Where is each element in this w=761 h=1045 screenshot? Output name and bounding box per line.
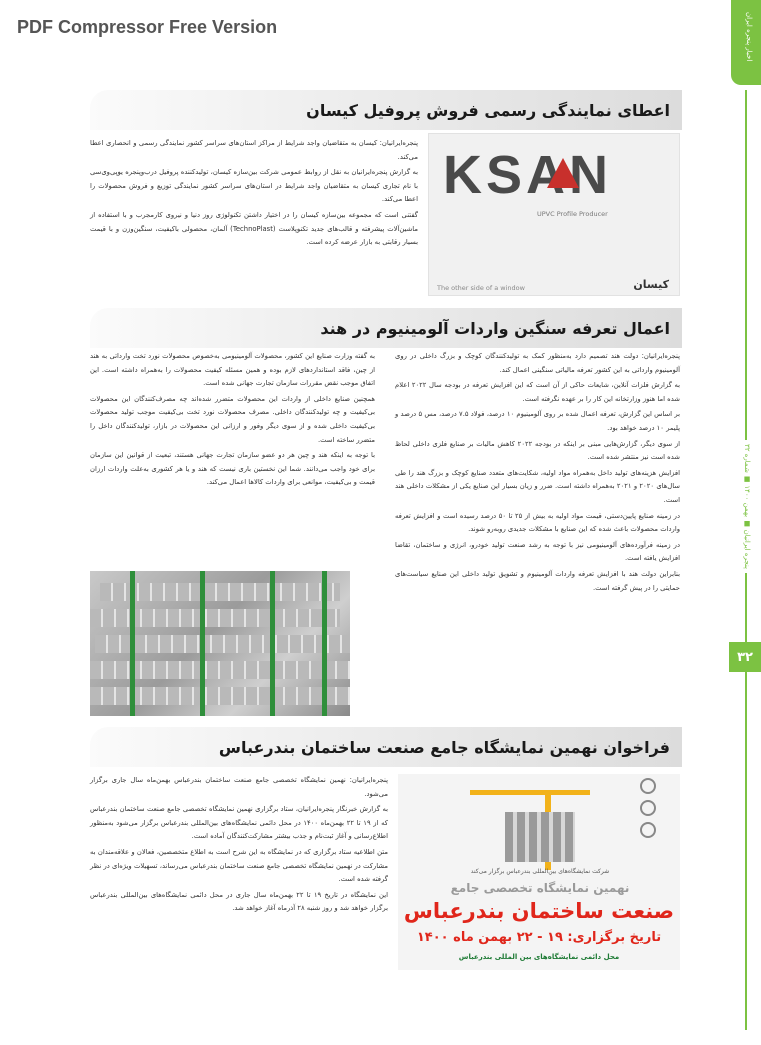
paragraph: متن اطلاعیه ستاد برگزاری که در نمایشگاه به این شرح است به اطلاع متخصصین، فعالان و علاقه‌مندان به مشارکت در نهمین نمایشگاه تخصصی جامع صنعت ساختمان بندرعباس می‌رساند، تسهیلات ویژه‌ای در نظر گرفته شده است. [90,847,388,884]
paragraph: با توجه به اینکه هند و چین هر دو عضو سازمان تجارت جهانی هستند، تبعیت از قوانین این سازمان برای خود واجب می‌دانند. شما این نخستین باری نیست که هند و یا هر کشوری به‌علت واردات ارزان قیمت و بی‌کیفیت، موانعی برای واردات کالاها اعمال می‌کند. [90,451,375,487]
paragraph: پنجره‌ایرانیان: نهمین نمایشگاه تخصصی جامع صنعت ساختمان بندرعباس بهمن‌ماه سال جاری برگزار می‌شود. [90,776,388,798]
section-tab [731,0,761,85]
logo-subtitle: UPVC Profile Producer [537,210,608,218]
article-column-left [90,350,375,492]
poster-subtitle: نهمین نمایشگاه تخصصی جامع [450,881,630,895]
organizer-logo [640,800,656,816]
paragraph: از سوی دیگر، گزارش‌هایی مبنی بر اینکه در بودجه ۲۰۲۲ کاهش مالیات بر صنایع فلزی داخلی لحاظ شده است نیز منتشر شده است. [395,439,680,462]
poster-venue: محل دائمی نمایشگاه‌های بین المللی بندرعباس [458,953,620,961]
article-header [90,308,682,348]
article-title: فراخوان نهمین نمایشگاه جامع صنعت ساختمان بندرعباس [218,737,670,757]
paragraph: پنجره‌ایرانیان: دولت هند تصمیم دارد به‌منظور کمک به تولیدکنندگان کوچک و بزرگ داخلی در روی آلومینیوم وارداتی به این کشور تعرفه مالیاتی سنگینی اعمال کند. [395,352,680,374]
paragraph: بنابراین دولت هند با افزایش تعرفه واردات آلومینیوم و تشویق تولید داخلی این صنایع سیاست‌های حمایتی را در پیش گرفته است. [395,569,680,592]
article-body [90,774,388,918]
poster-date: تاریخ برگزاری: ۱۹ - ۲۲ بهمن ماه ۱۴۰۰ [416,930,662,945]
article-header [90,90,682,130]
issue-info: پنجره ایرانیان ■ بهمن ۱۴۰۰ ■ شماره ۳۲ [743,440,751,573]
article-body [90,137,418,252]
article-column-right [395,350,680,597]
paragraph: گفتنی است که مجموعه بین‌سازه کیسان را در اختیار داشتن تکنولوژی روز دنیا و نیروی کارمجرب و با استفاده از ماشین‌آلات پیشرفته و قالب‌های جدید تکنوپلاست (TechnoPlast) آلمان، محصولی باکیفیت، سنگین‌وزن و با قیمت بسیار رقابتی به بازار عرضه کرده است. [90,210,418,247]
section-tab-label: اخبار پنجره ایران [745,12,753,62]
poster-title: صنعت ساختمان بندرعباس [403,899,675,923]
paragraph: این نمایشگاه در تاریخ ۱۹ تا ۲۲ بهمن‌ماه سال جاری در محل دائمی نمایشگاه‌های بین‌المللی بندرعباس برگزار خواهد شد و روز شنبه ۲۸ آذرماه آغاز خواهد شد. [90,890,388,913]
crane-icon [470,790,590,795]
watermark: PDF Compressor Free Version [17,17,278,37]
article-header [90,727,682,767]
paragraph: در زمینه فرآورده‌های آلومینیومی نیز با توجه به رشد صنعت تولید خودرو، انرژی و ساختمان، تقاضا افزایش یافته است. [395,540,680,563]
article-title: اعمال تعرفه سنگین واردات آلومینیوم در هند [320,318,670,338]
aluminium-ingots-photo [90,571,350,716]
article-title: اعطای نمایندگی رسمی فروش پروفیل کیسان [306,100,670,120]
organizer-logo [640,778,656,794]
paragraph: همچنین صنایع داخلی از واردات این محصولات متضرر شده‌اند چه مصرف‌کنندگان این محصولات بی‌کیفیت و چه تولیدکنندگان داخلی. مصرف محصولات نورد تخت بی‌کیفیت موجب تولید محصولات بی‌کیفیت داخلی شده و از سوی دیگر وفور و ارزانی این محصولات در بازار، تولیدکنندگان داخل را متضرر ساخته است. [90,394,375,444]
paragraph: به گزارش پنجره‌ایرانیان به نقل از روابط عمومی شرکت بین‌سازه کیسان، تولیدکننده پروفیل درب‌وپنجره یوپی‌وی‌سی با نام تجاری کیسان به متقاضیان واجد شرایط در استان‌های سراسر کشور نمایندگی توزیع و فروش محصولات را اعطا می‌کند. [90,168,418,204]
triangle-icon [547,158,579,188]
ksan-logo-image [428,133,680,296]
building-icon [505,812,575,862]
organizer-logo [640,822,656,838]
page-sidebar [731,0,761,1045]
logo-persian-name: کیسان [633,278,669,291]
page-number: ۳۲ [729,642,761,672]
brand-logo: KSAN [443,145,613,205]
logo-tagline: The other side of a window [437,284,525,292]
paragraph: پنجره‌ایرانیان: کیسان به متقاضیان واجد شرایط از مراکز استان‌های سراسر کشور نمایندگی رسمی و انحصاری اعطا می‌کند. [90,139,418,161]
paragraph: به گزارش خبرنگار پنجره‌ایرانیان، ستاد برگزاری نهمین نمایشگاه تخصصی جامع صنعت ساختمان بندرعباس که از ۱۹ تا ۲۲ بهمن‌ماه ۱۴۰۰ در محل دائمی نمایشگاه‌های بین‌المللی بندرعباس برگزار می‌شود به‌منظور اطلاع‌رسانی و آغاز ثبت‌نام و جذب بیشتر مشارکت‌کنندگان آماده است. [90,805,388,841]
paragraph: به گفته وزارت صنایع این کشور، محصولات آلومینیومی به‌خصوص محصولات نورد تخت وارداتی به هند از چین، فاقد استانداردهای لازم بوده و همین مسئله کیفیت محصولات را به‌همراه داشته است. این اتفاق موجب نقض مقررات سازمان تجارت جهانی شده است. [90,352,375,388]
paragraph: افزایش هزینه‌های تولید داخل به‌همراه مواد اولیه، شکایت‌های متعدد صنایع کوچک و بزرگ هند را طی سال‌های ۲۰۲۰ و ۲۰۲۱ به‌همراه داشته است. ضرر و زیان بسیار این صنایع یکی از مشکلات داخلی هند است. [395,468,680,504]
paragraph: بر اساس این گزارش، تعرفه اعمال شده بر روی آلومینیوم ۱۰ درصد، فولاد ۷.۵ درصد، مس ۵ درصد و پلیمر ۱۰ درصد خواهد بود. [395,410,680,432]
paragraph: در زمینه صنایع پایین‌دستی، قیمت مواد اولیه به بیش از ۲۵ تا ۵۰ درصد رسیده است و افزایش تعرفه واردات محصولات باعث شده که این صنایع با مشکلات جدیدی روبه‌رو شوند. [395,511,680,534]
poster-organizer: شرکت نمایشگاه‌های بین‌المللی بندرعباس برگزار می‌کند [470,868,610,875]
paragraph: به گزارش فلزات آنلاین، شایعات حاکی از آن است که این افزایش تعرفه در بودجه سال ۲۰۲۲ اعلام شده اما هنوز وزارتخانه این کار را بر عهده نگرفته است. [395,381,680,403]
